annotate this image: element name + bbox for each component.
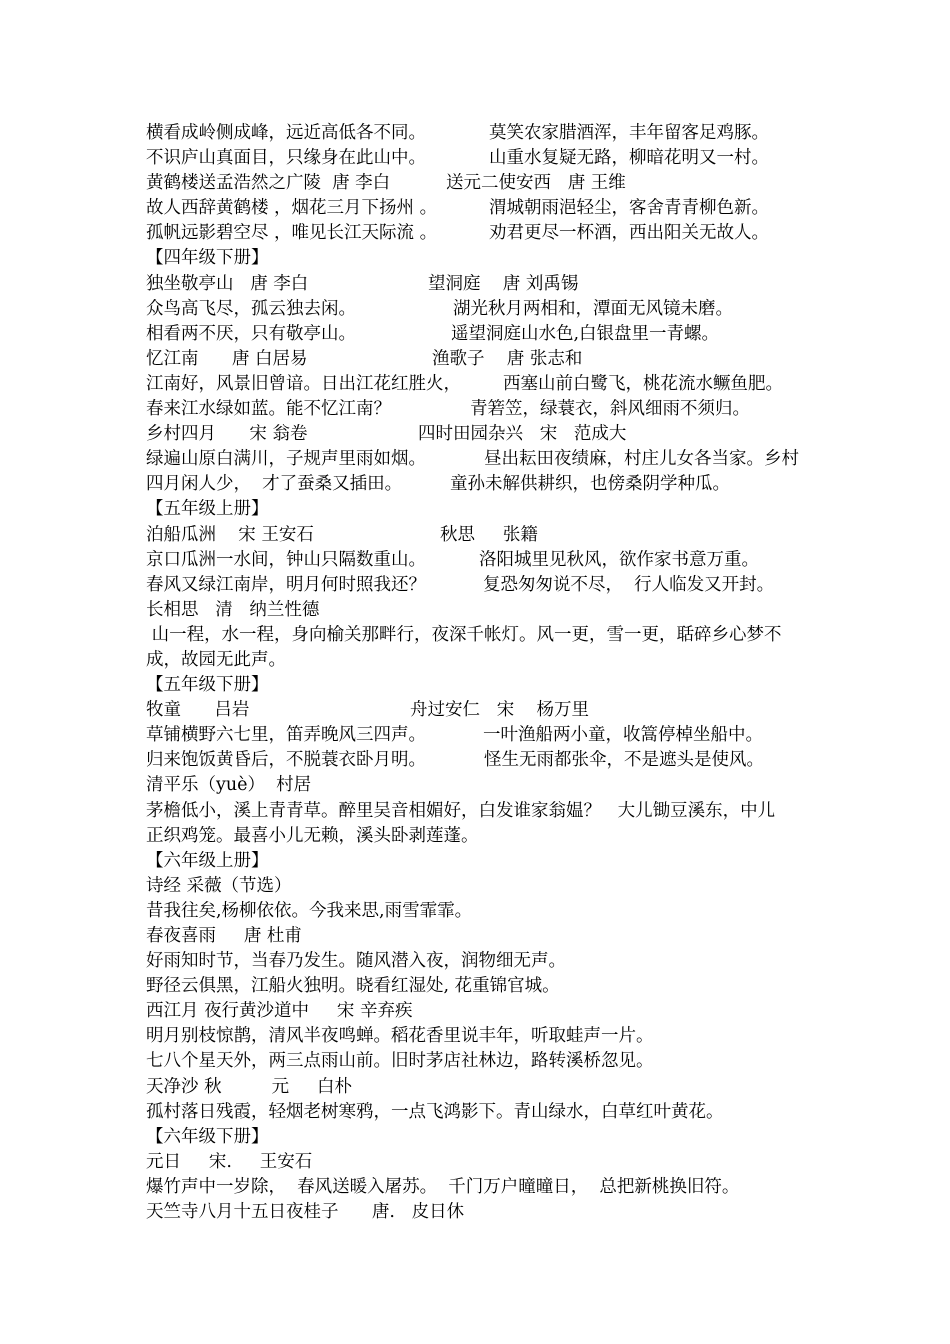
line-left-text: 草铺横野六七里，笛弄晚风三四声。 (146, 725, 426, 746)
line-left-text: 天竺寺八月十五日夜桂子 唐. 皮日休 (146, 1202, 465, 1223)
line-left-text: 茅檐低小，溪上青青草。醉里吴音相媚好，白发谁家翁媪？ 大儿锄豆溪东，中儿 (146, 800, 776, 821)
text-line (146, 447, 816, 472)
text-line (146, 999, 816, 1024)
text-line (146, 472, 816, 497)
line-right-text: 童孙未解供耕织，也傍桑阴学种瓜。 (450, 474, 730, 495)
line-right-text: 劝君更尽一杯酒，西出阳关无故人。 (489, 223, 769, 244)
text-line (146, 1024, 816, 1049)
text-line (146, 1150, 816, 1175)
line-right-text: 渭城朝雨浥轻尘，客舍青青柳色新。 (489, 198, 769, 219)
line-left-text: 元日 宋. 王安石 (146, 1151, 313, 1172)
line-right-text: 一叶渔船两小童，收篙停棹坐船中。 (483, 725, 763, 746)
line-left-text: 成，故园无此声。 (146, 649, 286, 670)
line-left-text: 故人西辞黄鹤楼 ，烟花三月下扬州 。 (146, 198, 438, 219)
line-right-text: 秋思 张籍 (440, 524, 538, 545)
line-left-text: 众鸟高飞尽，孤云独去闲。 (146, 298, 356, 319)
line-left-text: 明月别枝惊鹊，清风半夜鸣蝉。稻花香里说丰年，听取蛙声一片。 (146, 1026, 654, 1047)
text-line (146, 548, 816, 573)
line-left-text: 不识庐山真面目，只缘身在此山中。 (146, 148, 426, 169)
line-left-text: 春夜喜雨 唐 杜甫 (146, 926, 302, 946)
text-line (146, 949, 816, 974)
text-line (146, 899, 816, 924)
line-left-text: 横看成岭侧成峰，远近高低各不同。 (146, 123, 426, 143)
line-left-text: 正织鸡笼。最喜小儿无赖，溪头卧剥莲蓬。 (146, 825, 479, 846)
text-line (146, 523, 816, 548)
section-label: 【六年级上册】 (146, 850, 269, 871)
text-line (146, 196, 816, 221)
line-left-text: 牧童 吕岩 (146, 700, 250, 721)
line-left-text: 归来饱饭黄昏后，不脱蓑衣卧月明。 (146, 750, 426, 771)
document-page (146, 121, 816, 1225)
line-left-text: 爆竹声中一岁除， 春风送暖入屠苏。 千门万户曈曈日， 总把新桃换旧符。 (146, 1176, 740, 1197)
line-left-text: 绿遍山原白满川，子规声里雨如烟。 (146, 449, 426, 470)
text-line (146, 372, 816, 397)
line-left-text: 西江月 夜行黄沙道中 宋 辛弃疾 (146, 1001, 413, 1022)
section-label: 【五年级下册】 (146, 675, 269, 696)
text-line (146, 974, 816, 999)
text-line (146, 347, 816, 372)
line-left-text: 黄鹤楼送孟浩然之广陵 唐 李白 (146, 173, 391, 194)
text-line (146, 1175, 816, 1200)
line-left-text: 春风又绿江南岸，明月何时照我还？ (146, 574, 426, 595)
text-line (146, 1200, 816, 1225)
line-left-text: 春来江水绿如蓝。能不忆江南？ (146, 399, 391, 420)
text-line (146, 623, 816, 648)
text-line (146, 171, 816, 196)
line-left-text: 孤村落日残霞，轻烟老树寒鸦，一点飞鸿影下。青山绿水，白草红叶黄花。 (146, 1101, 724, 1122)
line-left-text: 山一程，水一程，身向榆关那畔行，夜深千帐灯。风一更，雪一更，聒碎乡心梦不 (146, 624, 782, 645)
line-right-text: 怪生无雨都张伞，不是遮头是使风。 (484, 750, 764, 771)
line-left-text: 好雨知时节，当春乃发生。随风潜入夜，润物细无声。 (146, 951, 566, 972)
line-left-text: 野径云俱黑，江船火独明。晓看红湿处, 花重锦官城。 (146, 976, 560, 997)
text-line (146, 573, 816, 598)
text-line (146, 1075, 816, 1100)
text-line (146, 297, 816, 322)
line-left-text: 相看两不厌，只有敬亭山。 (146, 323, 356, 344)
line-right-text: 舟过安仁 宋 杨万里 (410, 700, 589, 721)
text-line (146, 598, 816, 623)
line-left-text: 泊船瓜洲 宋 王安石 (146, 524, 314, 545)
line-left-text: 清平乐（yuè） 村居 (146, 775, 312, 796)
section-heading (146, 1125, 816, 1150)
text-line (146, 773, 816, 798)
text-line (146, 748, 816, 773)
line-left-text: 昔我往矣,杨柳依依。今我来思,雨雪霏霏。 (146, 900, 473, 921)
text-line (146, 121, 816, 146)
text-line (146, 1100, 816, 1125)
section-label: 【四年级下册】 (146, 248, 269, 269)
line-right-text: 洛阳城里见秋风，欲作家书意万重。 (479, 549, 759, 570)
line-left-text: 孤帆远影碧空尽 ，唯见长江天际流 。 (146, 223, 438, 244)
line-right-text: 遥望洞庭山水色,白银盘里一青螺。 (451, 323, 720, 344)
line-right-text: 四时田园杂兴 宋 范成大 (418, 424, 627, 445)
text-line (146, 698, 816, 723)
line-right-text: 青箬笠，绿蓑衣，斜风细雨不须归。 (470, 399, 750, 420)
text-line (146, 723, 816, 748)
line-right-text: 湖光秋月两相和，潭面无风镜未磨。 (453, 298, 733, 319)
line-left-text: 七八个星天外，两三点雨山前。旧时茅店社林边，路转溪桥忽见。 (146, 1051, 654, 1072)
line-right-text: 昼出耘田夜绩麻，村庄儿女各当家。乡村 (484, 449, 799, 470)
text-line (146, 322, 816, 347)
line-left-text: 天净沙 秋 元 白朴 (146, 1076, 352, 1097)
text-line (146, 146, 816, 171)
line-left-text: 四月闲人少， 才了蚕桑又插田。 (146, 474, 403, 495)
section-heading (146, 849, 816, 874)
text-line (146, 221, 816, 246)
text-line (146, 272, 816, 297)
section-heading (146, 497, 816, 522)
line-right-text: 莫笑农家腊酒浑，丰年留客足鸡豚。 (489, 123, 769, 143)
section-label: 【六年级下册】 (146, 1126, 269, 1147)
line-left-text: 乡村四月 宋 翁卷 (146, 424, 308, 445)
line-right-text: 复恐匆匆说不尽， 行人临发又开封。 (483, 574, 775, 595)
line-left-text: 独坐敬亭山 唐 李白 (146, 273, 309, 294)
line-left-text: 诗经 采薇（节选） (146, 875, 292, 896)
line-left-text: 忆江南 唐 白居易 (146, 348, 308, 369)
line-left-text: 长相思 清 纳兰性德 (146, 599, 320, 620)
text-line (146, 924, 816, 949)
text-line (146, 1049, 816, 1074)
line-right-text: 望洞庭 唐 刘禹锡 (428, 273, 579, 294)
line-right-text: 山重水复疑无路，柳暗花明又一村。 (489, 148, 769, 169)
line-left-text: 江南好，风景旧曾谙。日出江花红胜火， (146, 373, 461, 394)
section-heading (146, 246, 816, 271)
line-left-text: 京口瓜洲一水间，钟山只隔数重山。 (146, 549, 426, 570)
text-line (146, 422, 816, 447)
text-line (146, 648, 816, 673)
line-right-text: 渔歌子 唐 张志和 (432, 348, 583, 369)
text-line (146, 874, 816, 899)
text-line (146, 397, 816, 422)
text-line (146, 824, 816, 849)
line-right-text: 送元二使安西 唐 王维 (446, 173, 626, 194)
section-label: 【五年级上册】 (146, 499, 269, 520)
line-right-text: 西塞山前白鹭飞，桃花流水鳜鱼肥。 (503, 373, 783, 394)
section-heading (146, 673, 816, 698)
text-line (146, 799, 816, 824)
